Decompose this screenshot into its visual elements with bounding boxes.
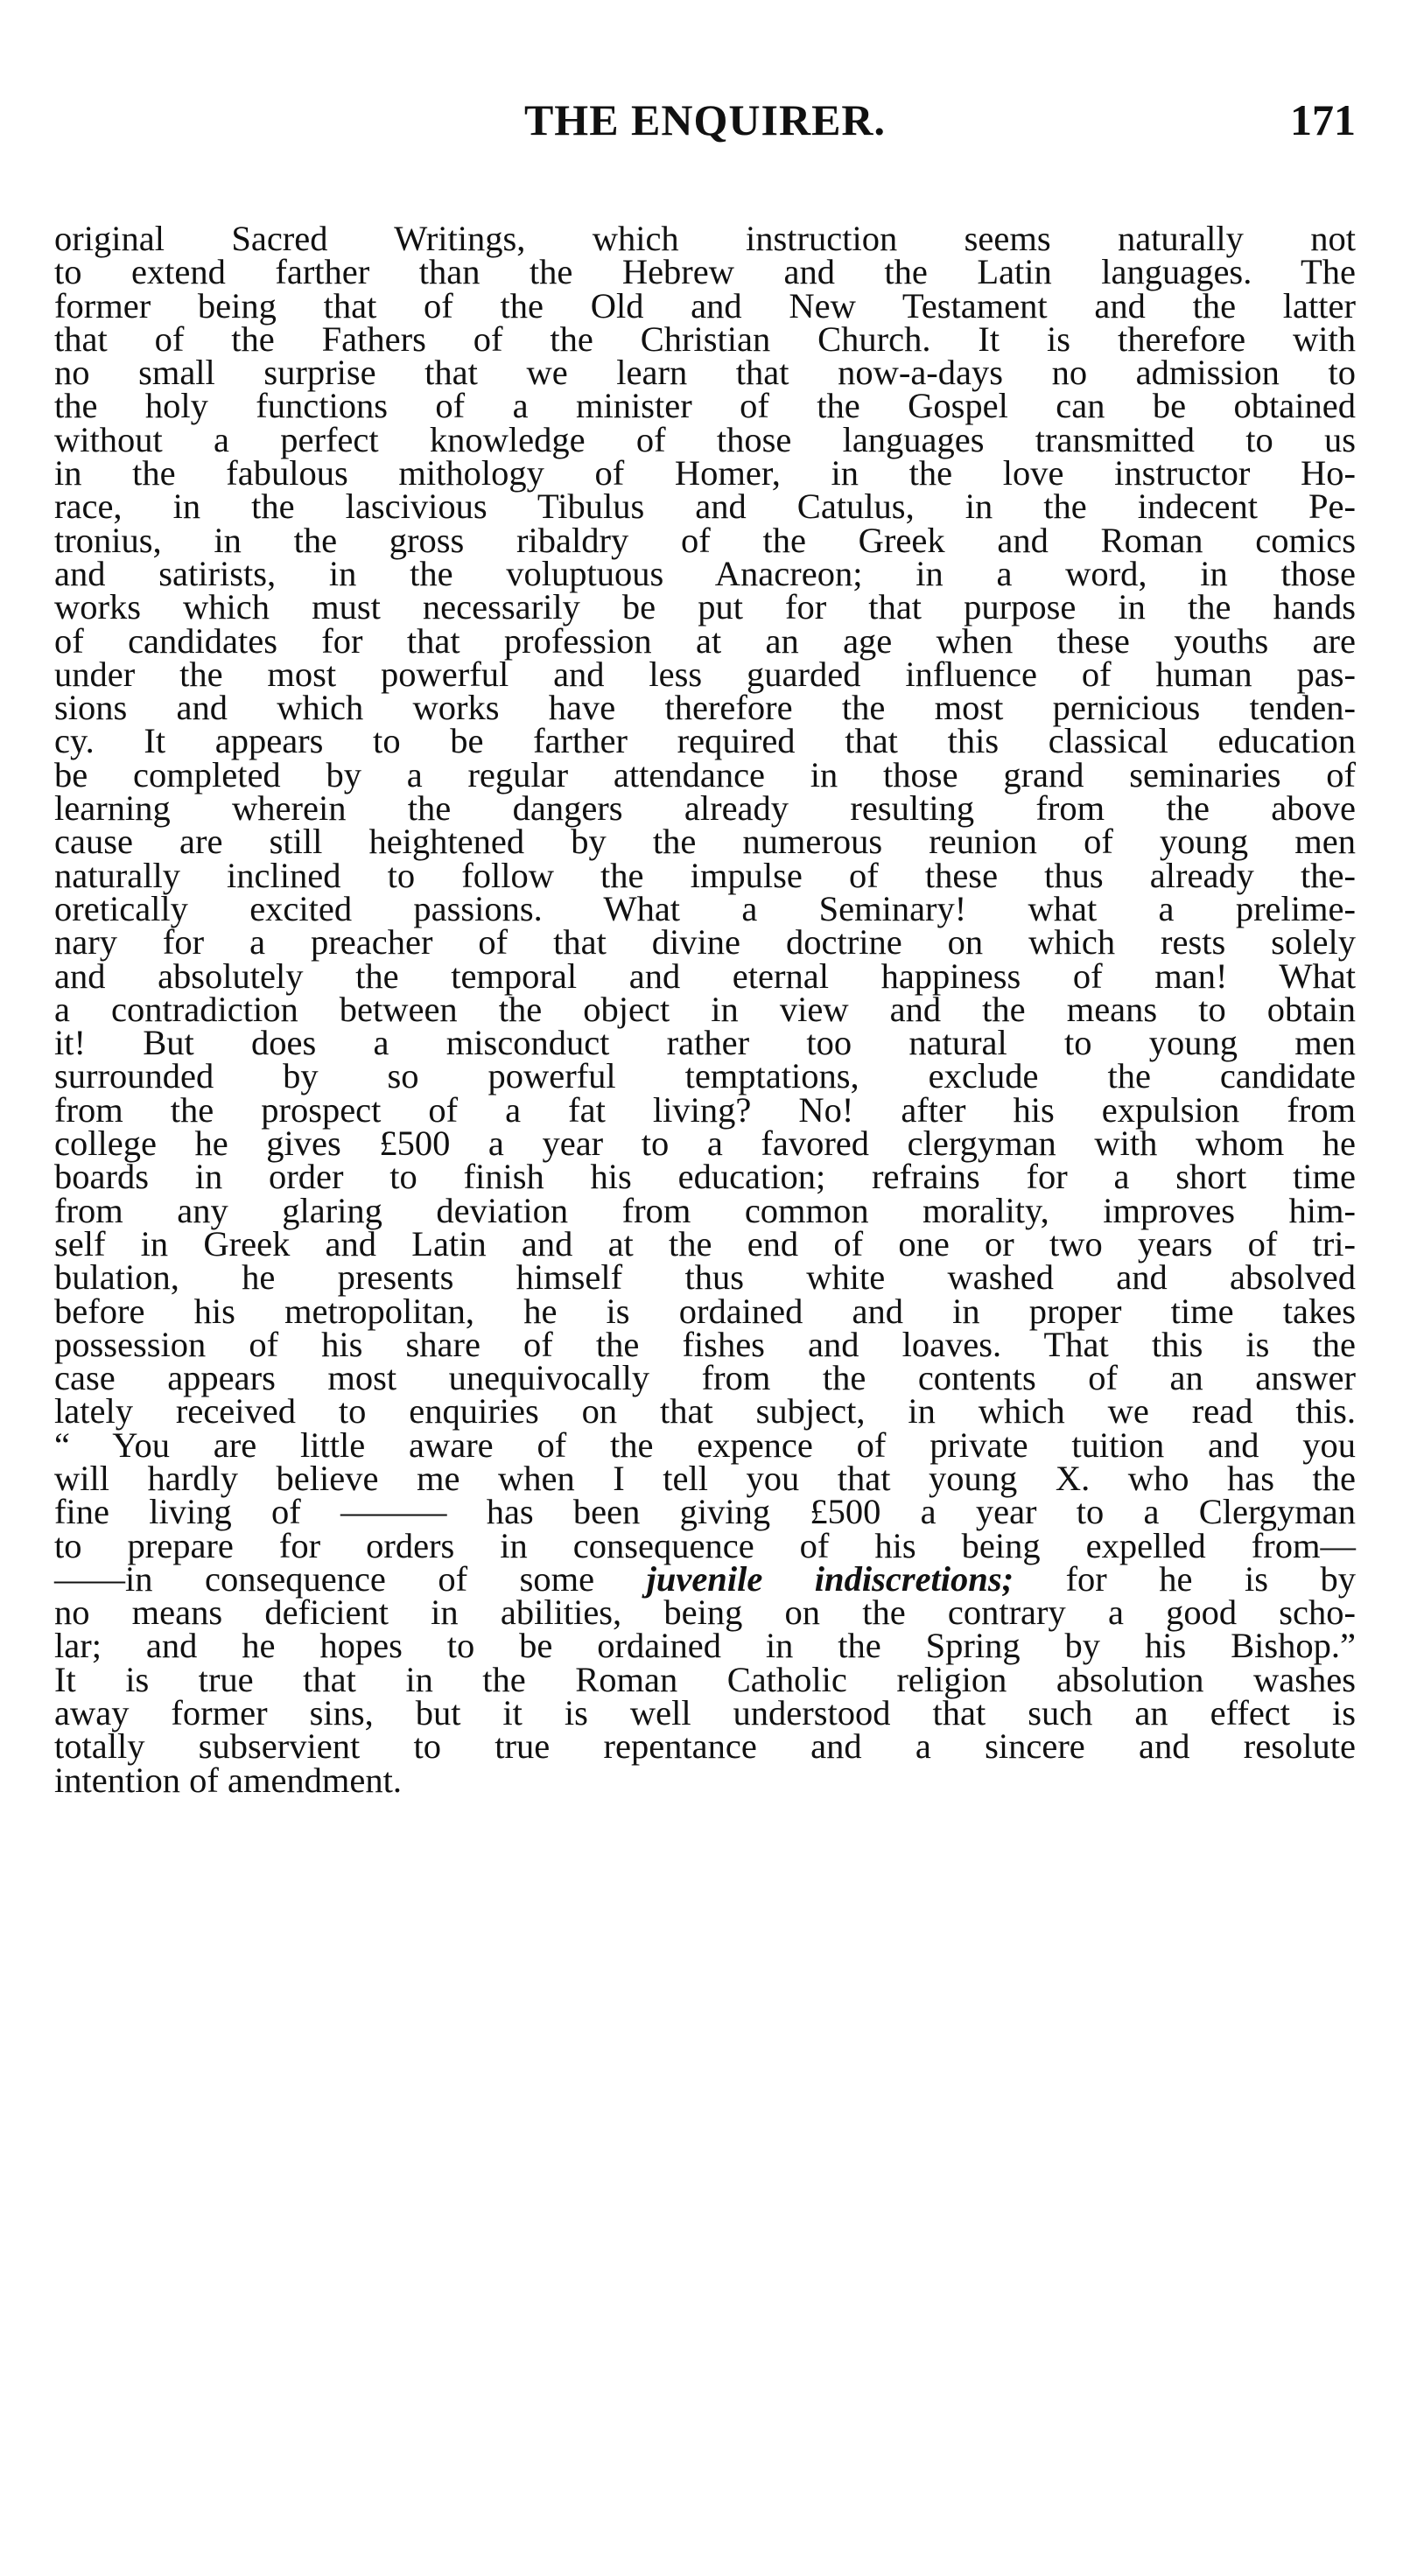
text-line: from any glaring deviation from common morality, improves him- bbox=[54, 1190, 1356, 1230]
text-line: tronius, in the gross ribaldry of the Greek and Roman comics bbox=[54, 520, 1356, 560]
italic-phrase: juvenile indiscretions; bbox=[646, 1558, 1014, 1599]
text-line: It is true that in the Roman Catholic religion absolution washes bbox=[54, 1659, 1356, 1699]
text-line: works which must necessarily be put for that purpose in the hands bbox=[54, 587, 1356, 627]
text-line: sions and which works have therefore the most pernicious tenden- bbox=[54, 688, 1356, 728]
text-line: oretically excited passions. What a Seminary! what a prelime- bbox=[54, 888, 1356, 928]
quoted-line-with-italic bbox=[54, 1558, 1356, 1599]
text-line: and absolutely the temporal and eternal happiness of man! What bbox=[54, 956, 1356, 996]
text-line: learning wherein the dangers already resulting from the above bbox=[54, 788, 1356, 829]
text-line: race, in the lascivious Tibulus and Catulus, in the indecent Pe- bbox=[54, 486, 1356, 527]
text-line: possession of his share of the fishes and loaves. That this is the bbox=[54, 1324, 1356, 1364]
text-line: college he gives £500 a year to a favored clergyman with whom he bbox=[54, 1124, 1356, 1164]
running-title: THE ENQUIRER. bbox=[523, 95, 887, 144]
text-line: to extend farther than the Hebrew and the Latin languages. The bbox=[54, 252, 1356, 292]
text-line: cause are still heightened by the numerous reunion of young men bbox=[54, 822, 1356, 862]
text-line: and satirists, in the voluptuous Anacreon; in a word, in those bbox=[54, 553, 1356, 593]
text-line: no small surprise that we learn that now-a-days no admission to bbox=[54, 353, 1356, 393]
text-line: totally subservient to true repentance and a sincere and resolute bbox=[54, 1726, 1356, 1767]
quoted-line: to prepare for orders in consequence of his being expelled from— bbox=[54, 1525, 1356, 1565]
text-line: lately received to enquiries on that subject, in which we read this. bbox=[54, 1391, 1356, 1432]
text-line: before his metropolitan, he is ordained and in proper time takes bbox=[54, 1291, 1356, 1331]
text-line: in the fabulous mithology of Homer, in the love instructor Ho- bbox=[54, 453, 1356, 494]
text-line: self in Greek and Latin and at the end of one or two years of tri- bbox=[54, 1223, 1356, 1264]
text-line: of candidates for that profession at an age when these youths are bbox=[54, 620, 1356, 661]
quoted-line: no means deficient in abilities, being on the contrary a good scho- bbox=[54, 1592, 1356, 1633]
quoted-line: fine living of ——— has been giving £500 a year to a Clergyman bbox=[54, 1492, 1356, 1532]
text-line: case appears most unequivocally from the contents of an answer bbox=[54, 1358, 1356, 1398]
text-line: cy. It appears to be farther required that this classical education bbox=[54, 721, 1356, 761]
text-line: bulation, he presents himself thus white washed and absolved bbox=[54, 1257, 1356, 1298]
quoted-text: for he is by bbox=[1014, 1558, 1356, 1599]
text-line: it! But does a misconduct rather too natural to young men bbox=[54, 1023, 1356, 1063]
quoted-line: “ You are little aware of the expence of private tuition and you bbox=[54, 1424, 1356, 1465]
text-line: former being that of the Old and New Testament and the latter bbox=[54, 285, 1356, 326]
text-line: original Sacred Writings, which instruction seems naturally not bbox=[54, 219, 1356, 258]
text-line: under the most powerful and less guarded influence of human pas- bbox=[54, 654, 1356, 694]
text-line: a contradiction between the object in view and the means to obtain bbox=[54, 989, 1356, 1029]
text-line: without a perfect knowledge of those languages transmitted to us bbox=[54, 419, 1356, 459]
body-text bbox=[54, 219, 1356, 1800]
running-head bbox=[54, 94, 1356, 156]
quoted-line: lar; and he hopes to be ordained in the Spring by his Bishop.” bbox=[54, 1626, 1356, 1666]
page-number: 171 bbox=[1290, 95, 1356, 144]
text-line: naturally inclined to follow the impulse of these thus already the- bbox=[54, 855, 1356, 895]
text-line: that of the Fathers of the Christian Church. It is therefore with bbox=[54, 318, 1356, 359]
text-line: surrounded by so powerful temptations, exclude the candidate bbox=[54, 1056, 1356, 1096]
text-line: be completed by a regular attendance in those grand seminaries of bbox=[54, 754, 1356, 794]
text-line-final: intention of amendment. bbox=[54, 1760, 403, 1800]
text-line: nary for a preacher of that divine doctrine on which rests solely bbox=[54, 922, 1356, 962]
text-line: from the prospect of a fat living? No! after his expulsion from bbox=[54, 1089, 1356, 1130]
text-line: away former sins, but it is well understood that such an effect is bbox=[54, 1693, 1356, 1733]
quoted-text: ——in consequence of some bbox=[54, 1558, 647, 1599]
text-line: boards in order to finish his education; refrains for a short time bbox=[54, 1157, 1356, 1197]
text-line: the holy functions of a minister of the Gospel can be obtained bbox=[54, 386, 1356, 426]
quoted-line: will hardly believe me when I tell you that young X. who has the bbox=[54, 1458, 1356, 1498]
